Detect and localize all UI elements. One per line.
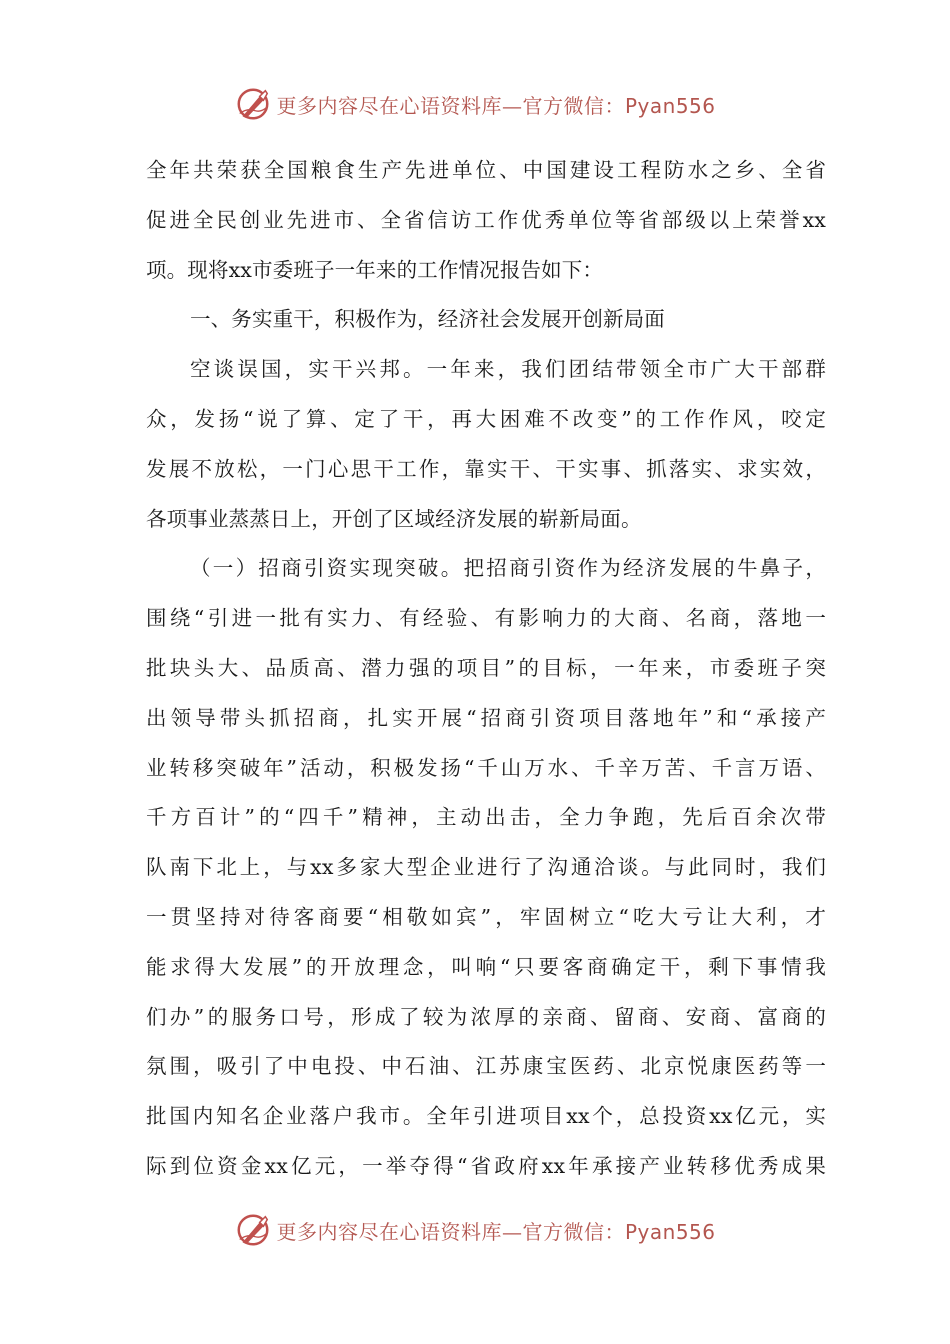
body-line: 批国内知名企业落户我市。全年引进项目xx个，总投资xx亿元，实 [146,1104,826,1129]
wechat-id: Pyan556 [624,1219,716,1244]
body-line: 各项事业蒸蒸日上，开创了区域经济发展的崭新局面。 [146,506,642,531]
body-line: 队南下北上，与xx多家大型企业进行了沟通洽谈。与此同时，我们 [146,855,826,880]
body-line: 项。现将xx市委班子一年来的工作情况报告如下： [146,257,604,282]
body-line: 氛围，吸引了中电投、中石油、江苏康宝医药、北京悦康医药等一 [146,1054,826,1079]
section-heading: 一、务实重干，积极作为，经济社会发展开创新局面 [190,307,665,332]
subsection-line: （一）招商引资实现突破。把招商引资作为经济发展的牛鼻子， [190,556,826,581]
pen-nib-logo-icon [234,85,272,123]
wechat-id: Pyan556 [624,93,716,118]
body-line: 出领导带头抓招商，扎实开展“招商引资项目落地年”和“承接产 [146,705,826,730]
body-line: 发展不放松，一门心思干工作，靠实干、干实事、抓落实、求实效， [146,456,826,481]
header-banner [0,82,950,126]
body-line: 们办”的服务口号，形成了较为浓厚的亲商、留商、安商、富商的 [146,1004,826,1029]
body-line: 业转移突破年”活动，积极发扬“千山万水、千辛万苦、千言万语、 [146,755,826,780]
document-body [146,146,826,1192]
body-line: 一贯坚持对待客商要“相敬如宾”，牢固树立“吃大亏让大利，才 [146,904,826,929]
body-line: 千方百计”的“四千”精神，主动出击，全力争跑，先后百余次带 [146,805,826,830]
banner-slogan: 更多内容尽在心语资料库—官方微信： [276,93,625,118]
footer-banner [0,1208,950,1252]
body-line: 全年共荣获全国粮食生产先进单位、中国建设工程防水之乡、全省 [146,158,826,182]
body-line: 能求得大发展”的开放理念，叫响“只要客商确定干，剩下事情我 [146,954,826,979]
body-line: 空谈误国，实干兴邦。一年来，我们团结带领全市广大干部群 [190,357,826,382]
body-line: 众，发扬“说了算、定了干，再大困难不改变”的工作作风，咬定 [146,406,826,431]
body-line: 围绕“引进一批有实力、有经验、有影响力的大商、名商，落地一 [146,606,826,631]
body-line: 促进全民创业先进市、全省信访工作优秀单位等省部级以上荣誉xx [146,207,826,232]
banner-text [276,90,715,119]
pen-nib-logo-icon [234,1211,272,1249]
body-line: 际到位资金xx亿元，一举夺得“省政府xx年承接产业转移优秀成果 [146,1153,826,1178]
banner-slogan: 更多内容尽在心语资料库—官方微信： [276,1219,625,1244]
banner-text [276,1216,715,1245]
body-line: 批块头大、品质高、潜力强的项目”的目标，一年来，市委班子突 [146,655,826,680]
